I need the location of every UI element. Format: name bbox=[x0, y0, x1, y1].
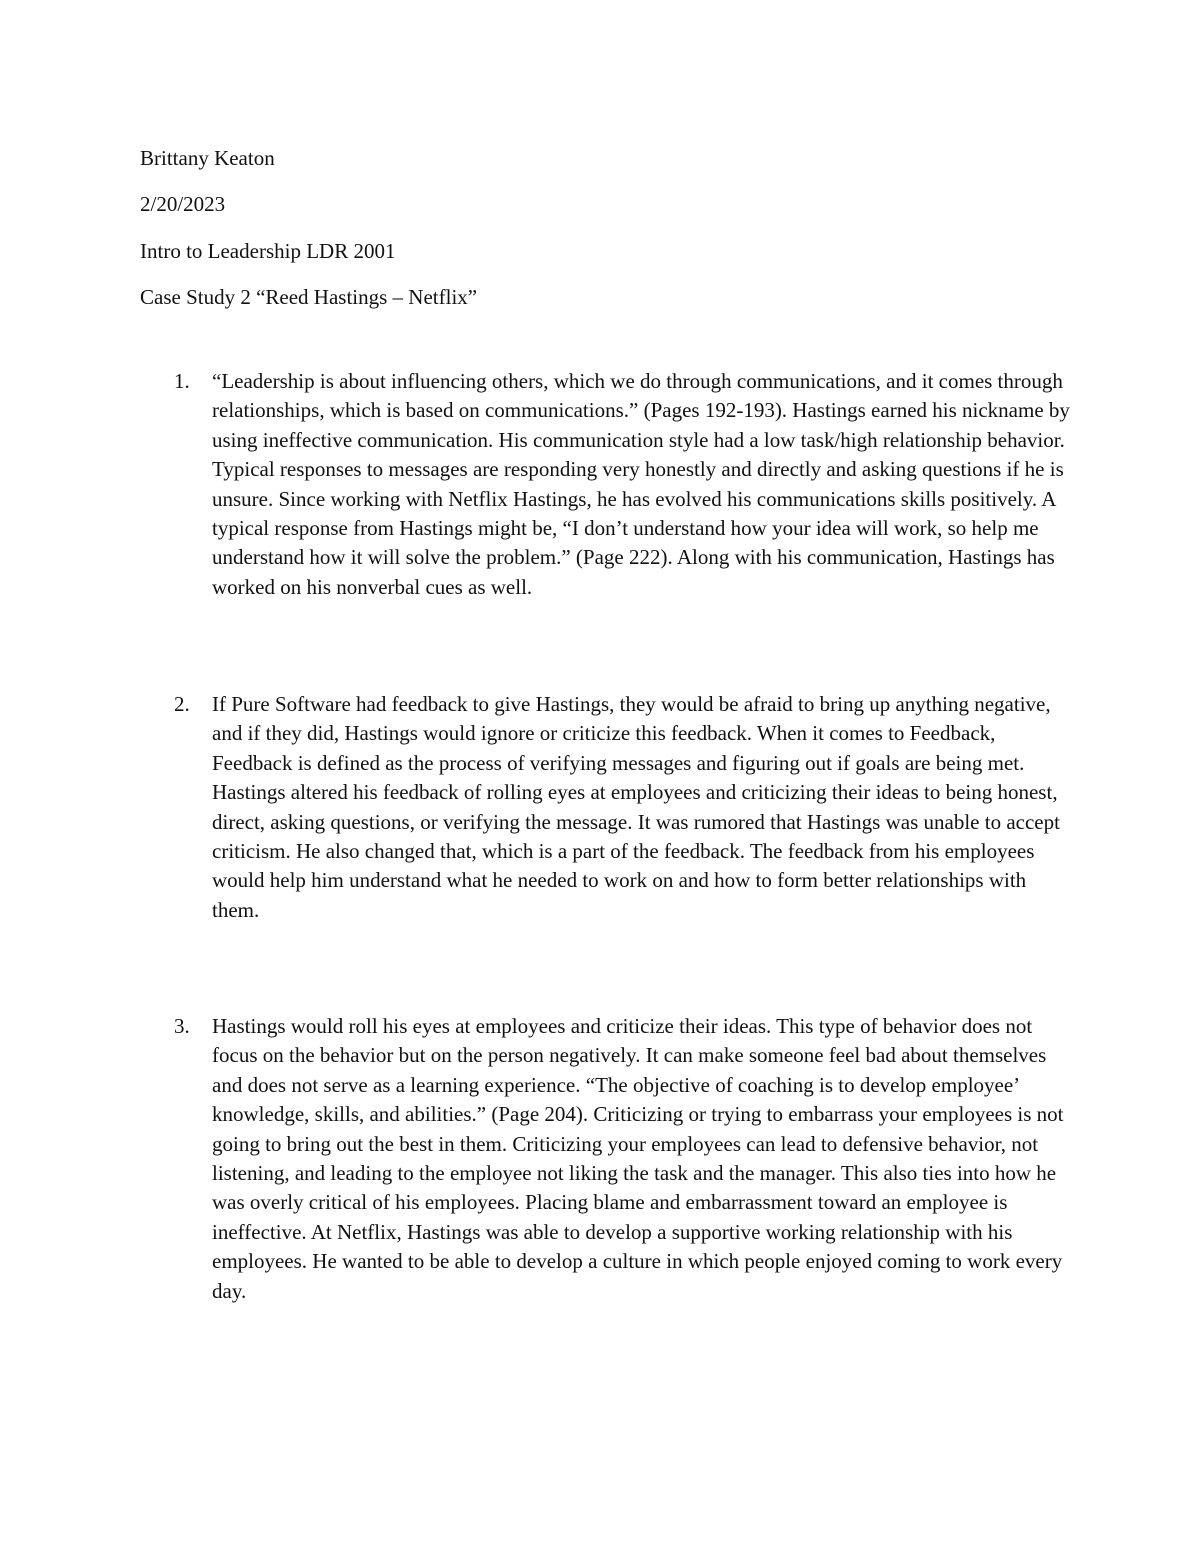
answer-number: 3. bbox=[174, 1014, 190, 1038]
answer-item-1 bbox=[140, 367, 1070, 602]
answer-text: Hastings would roll his eyes at employees and criticize their ideas. This type of behavior does not focus on the behavior but on the person negatively. It can make someone feel bad about themselves and does not serve as a learning experience. “The objective of coaching is to develop employee’ knowledge, skills, and abilities.” (Page 204). Criticizing or trying to embarrass your employees is not going to bring out the best in them. Criticizing your employees can lead to defensive behavior, not listening, and leading to the employee not liking the task and the manager. This also ties into how he was overly critical of his employees. Placing blame and embarrassment toward an employee is ineffective. At Netflix, Hastings was able to develop a supportive working relationship with his employees. He wanted to be able to develop a culture in which people enjoyed coming to work every day. bbox=[212, 1014, 1064, 1303]
answer-number: 1. bbox=[174, 369, 190, 393]
author-name: Brittany Keaton bbox=[140, 146, 275, 170]
answer-text: “Leadership is about influencing others, which we do through communications, and it comes through relationships, which is based on communications.” (Pages 192-193). Hastings earned his nickname by using ineffective communication. His communication style had a low task/high relationship behavior. Typical responses to messages are responding very honestly and directly and asking questions if he is unsure. Since working with Netflix Hastings, he has evolved his communications skills positively. A typical response from Hastings might be, “I don’t understand how your idea will work, so help me understand how it will solve the problem.” (Page 222). Along with his communication, Hastings has worked on his nonverbal cues as well. bbox=[212, 369, 1070, 599]
document-title: Case Study 2 “Reed Hastings – Netflix” bbox=[140, 285, 478, 309]
answer-text: If Pure Software had feedback to give Hastings, they would be afraid to bring up anything negative, and if they did, Hastings would ignore or criticize this feedback. When it comes to Feedback, Feedback is defined as the process of verifying messages and figuring out if goals are being met. Hastings altered his feedback of rolling eyes at employees and criticizing their ideas to being honest, direct, asking questions, or verifying the message. It was rumored that Hastings was unable to accept criticism. He also changed that, which is a part of the feedback. The feedback from his employees would help him understand what he needed to work on and how to form better relationships with them. bbox=[212, 692, 1060, 922]
course-name: Intro to Leadership LDR 2001 bbox=[140, 239, 396, 263]
answer-number: 2. bbox=[174, 692, 190, 716]
answer-item-3 bbox=[140, 1012, 1070, 1306]
document-date: 2/20/2023 bbox=[140, 192, 226, 216]
answer-item-2 bbox=[140, 690, 1070, 925]
